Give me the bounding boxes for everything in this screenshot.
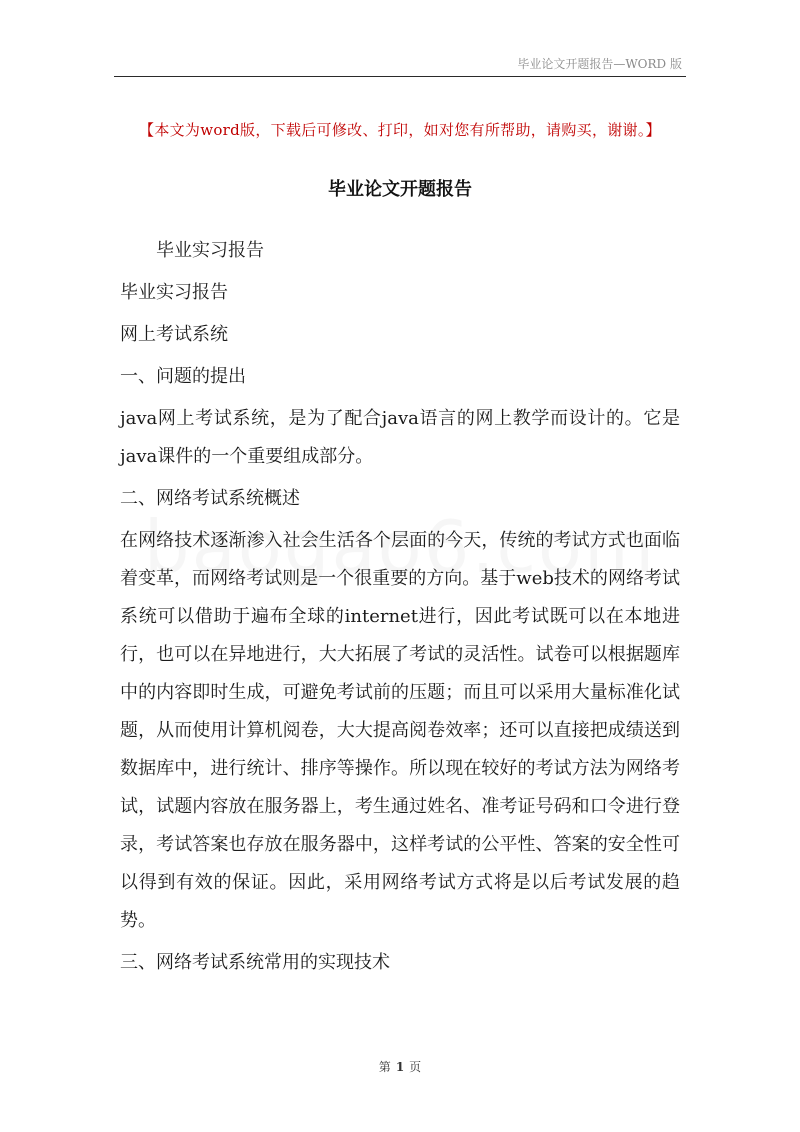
section-heading: 二、网络考试系统概述 [120,488,300,509]
document-title: 毕业论文开题报告 [328,179,472,200]
header-divider [114,76,686,77]
body-line: 毕业实习报告 [120,282,228,303]
section-heading: 一、问题的提出 [120,366,246,387]
page-footer [0,1058,800,1075]
body-line: 毕业实习报告 [156,240,264,261]
page-header-title: 毕业论文开题报告—WORD 版 [517,57,682,71]
body-paragraph: java网上考试系统，是为了配合java语言的网上教学而设计的。它是java课件的一个重要组成部分。 [120,408,680,467]
page-number: 1 [395,1060,405,1074]
section-heading: 三、网络考试系统常用的实现技术 [120,952,390,973]
download-notice: 【本文为word版，下载后可修改、打印，如对您有所帮助，请购买，谢谢。】 [139,121,661,139]
body-line: 网上考试系统 [120,324,228,345]
footer-prefix: 第 [378,1060,391,1074]
body-paragraph: 在网络技术逐渐渗入社会生活各个层面的今天，传统的考试方式也面临着变革，而网络考试则是一个很重要的方向。基于web技术的网络考试系统可以借助于遍布全球的internet进行，因此考试既可以在本地进行，也可以在异地进行，大大拓展了考试的灵活性。试卷可以根据题库中的内容即时生成，可避免考试前的压题；而且可以采用大量标准化试题，从而使用计算机阅卷，大大提高阅卷效率；还可以直接把成绩送到数据库中，进行统计、排序等操作。所以现在较好的考试方法为网络考试，试题内容放在服务器上，考生通过姓名、准考证号码和口令进行登录，考试答案也存放在服务器中，这样考试的公平性、答案的安全性可以得到有效的保证。因此，采用网络考试方式将是以后考试发展的趋势。 [120,530,680,931]
document-body [120,232,680,986]
footer-suffix: 页 [409,1060,422,1074]
